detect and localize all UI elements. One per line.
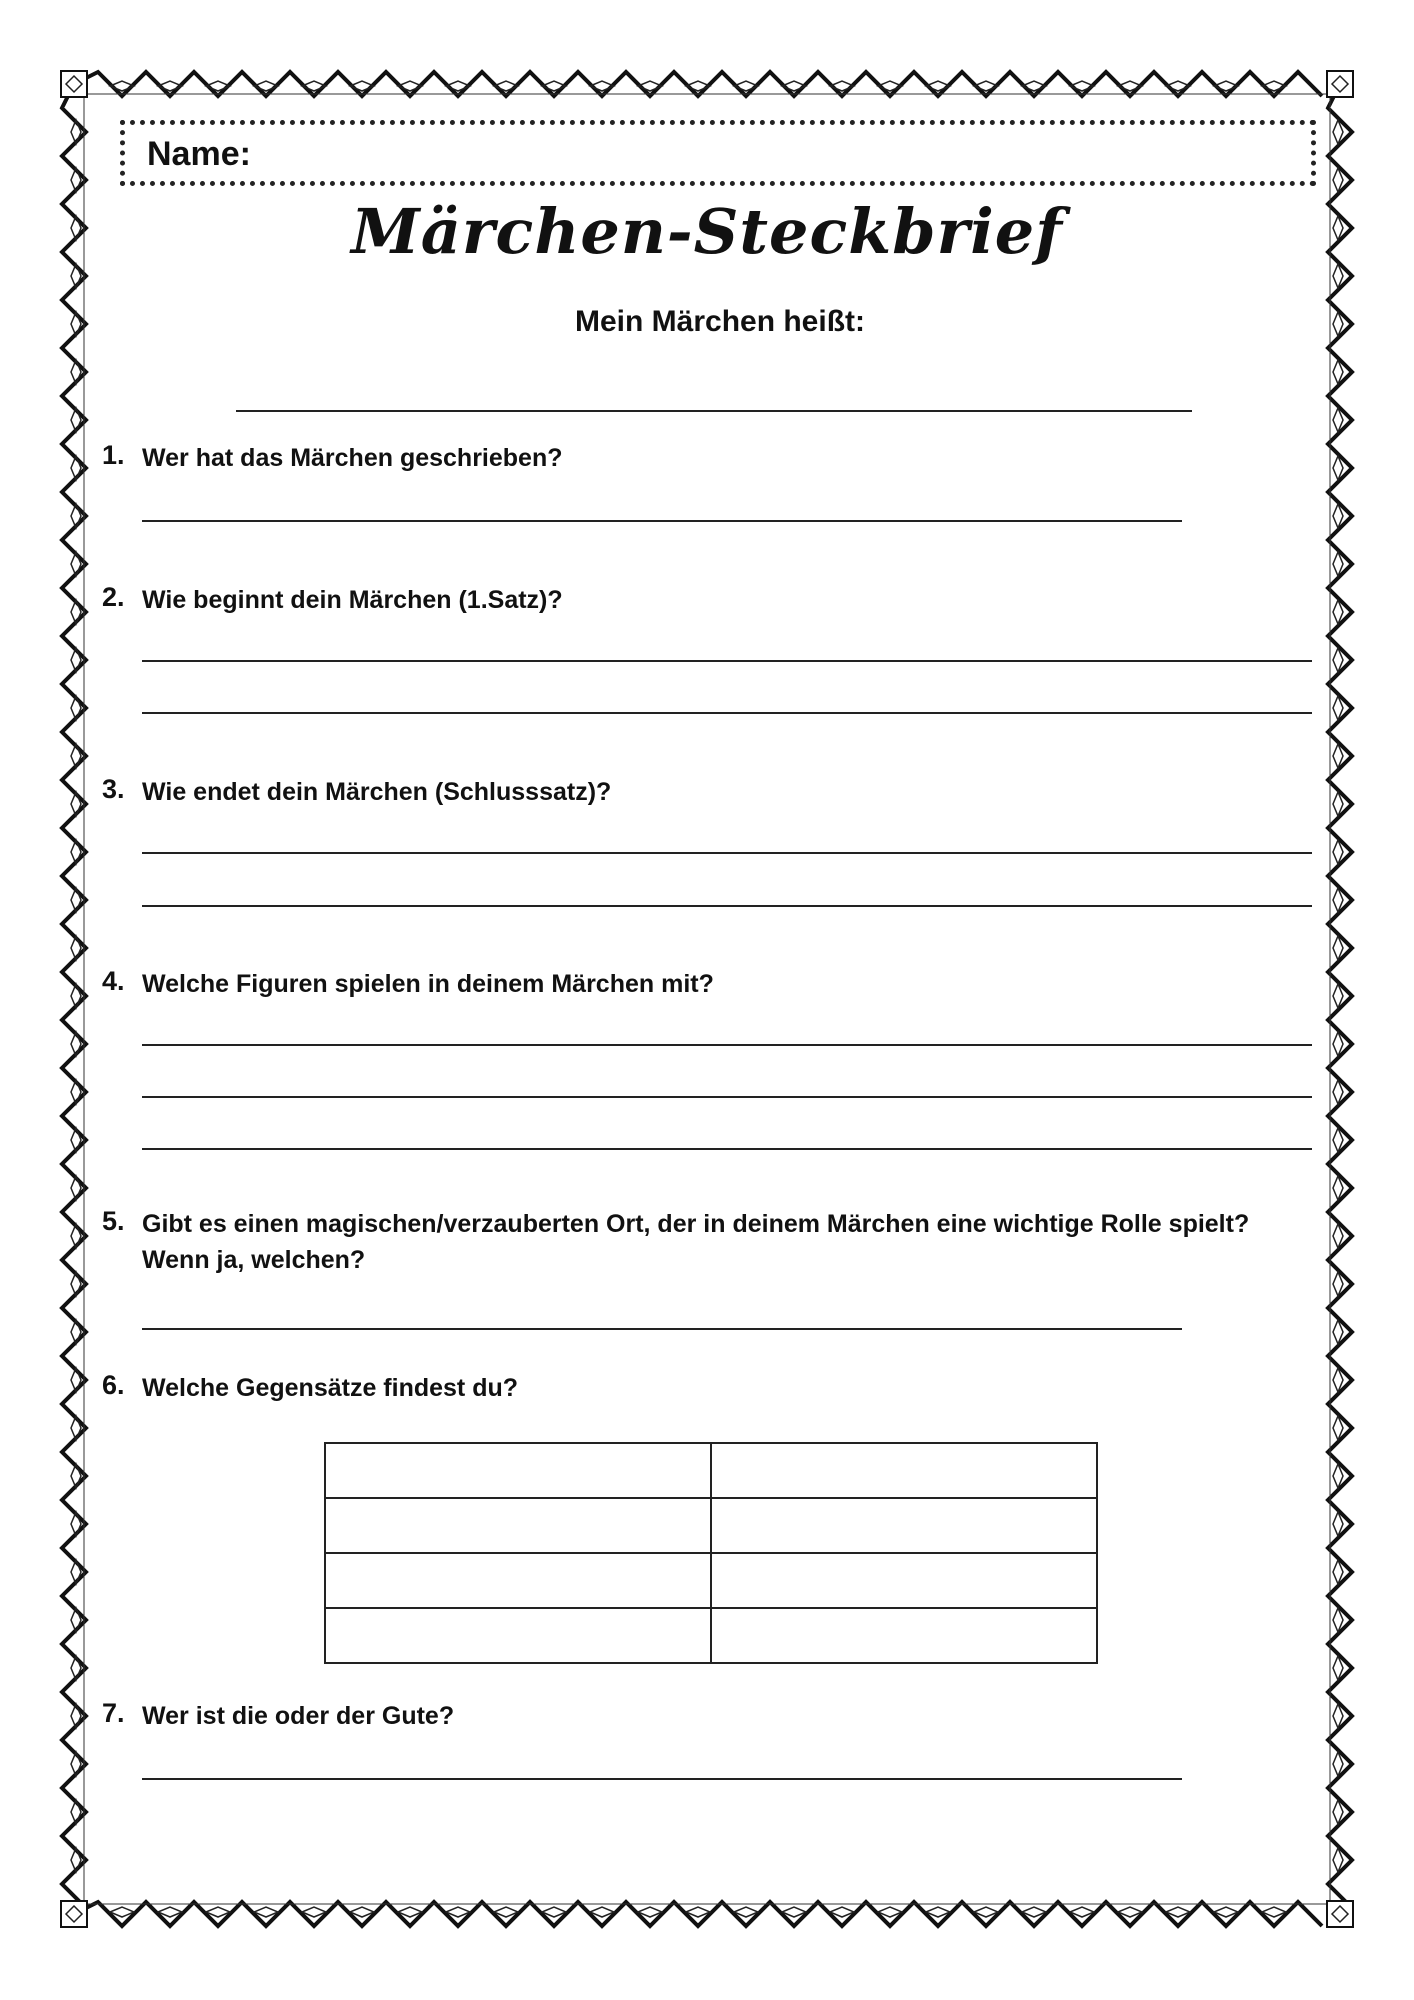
table-cell[interactable] <box>711 1443 1097 1498</box>
question-number: 2. <box>102 582 125 612</box>
question-number: 7. <box>102 1698 125 1728</box>
answer-line[interactable] <box>142 1328 1182 1330</box>
question-text: Gibt es einen magischen/verzauberten Ort, der in deinem Märchen eine wichtige Rolle spielt? Wenn ja, welchen? <box>142 1210 1250 1274</box>
question-text: Wer ist die oder der Gute? <box>142 1702 455 1730</box>
table-cell[interactable] <box>325 1498 711 1553</box>
opposites-table <box>324 1442 1098 1664</box>
table-cell[interactable] <box>325 1553 711 1608</box>
answer-line[interactable] <box>142 1044 1312 1046</box>
table-row <box>325 1498 1097 1553</box>
table-row <box>325 1443 1097 1498</box>
question-6 <box>102 1370 1322 1406</box>
page-title: Märchen-Steckbrief <box>351 195 1063 268</box>
table-row <box>325 1608 1097 1663</box>
question-4 <box>102 966 1322 1002</box>
answer-line[interactable] <box>142 905 1312 907</box>
question-number: 4. <box>102 966 125 996</box>
question-text: Wie endet dein Märchen (Schlusssatz)? <box>142 778 612 806</box>
table-cell[interactable] <box>325 1443 711 1498</box>
question-number: 3. <box>102 774 125 804</box>
question-7 <box>102 1698 1322 1734</box>
question-number: 5. <box>102 1206 125 1236</box>
name-field-box[interactable] <box>120 120 1316 186</box>
name-label: Name: <box>147 135 251 173</box>
answer-line[interactable] <box>142 712 1312 714</box>
title-answer-line[interactable] <box>236 410 1192 412</box>
answer-line[interactable] <box>142 520 1182 522</box>
question-text: Wer hat das Märchen geschrieben? <box>142 444 563 472</box>
question-text: Welche Gegensätze findest du? <box>142 1374 519 1402</box>
question-5 <box>102 1206 1322 1278</box>
page-subtitle: Mein Märchen heißt: <box>574 305 866 338</box>
answer-line[interactable] <box>142 1148 1312 1150</box>
question-text: Wie beginnt dein Märchen (1.Satz)? <box>142 586 563 614</box>
table-row <box>325 1553 1097 1608</box>
table-cell[interactable] <box>711 1498 1097 1553</box>
question-text: Welche Figuren spielen in deinem Märchen mit? <box>142 970 714 998</box>
table-cell[interactable] <box>325 1608 711 1663</box>
question-number: 6. <box>102 1370 125 1400</box>
table-cell[interactable] <box>711 1608 1097 1663</box>
answer-line[interactable] <box>142 1096 1312 1098</box>
answer-line[interactable] <box>142 660 1312 662</box>
answer-line[interactable] <box>142 1778 1182 1780</box>
answer-line[interactable] <box>142 852 1312 854</box>
table-cell[interactable] <box>711 1553 1097 1608</box>
question-3 <box>102 774 1322 810</box>
question-1 <box>102 440 1322 476</box>
question-number: 1. <box>102 440 125 470</box>
question-2 <box>102 582 1322 618</box>
